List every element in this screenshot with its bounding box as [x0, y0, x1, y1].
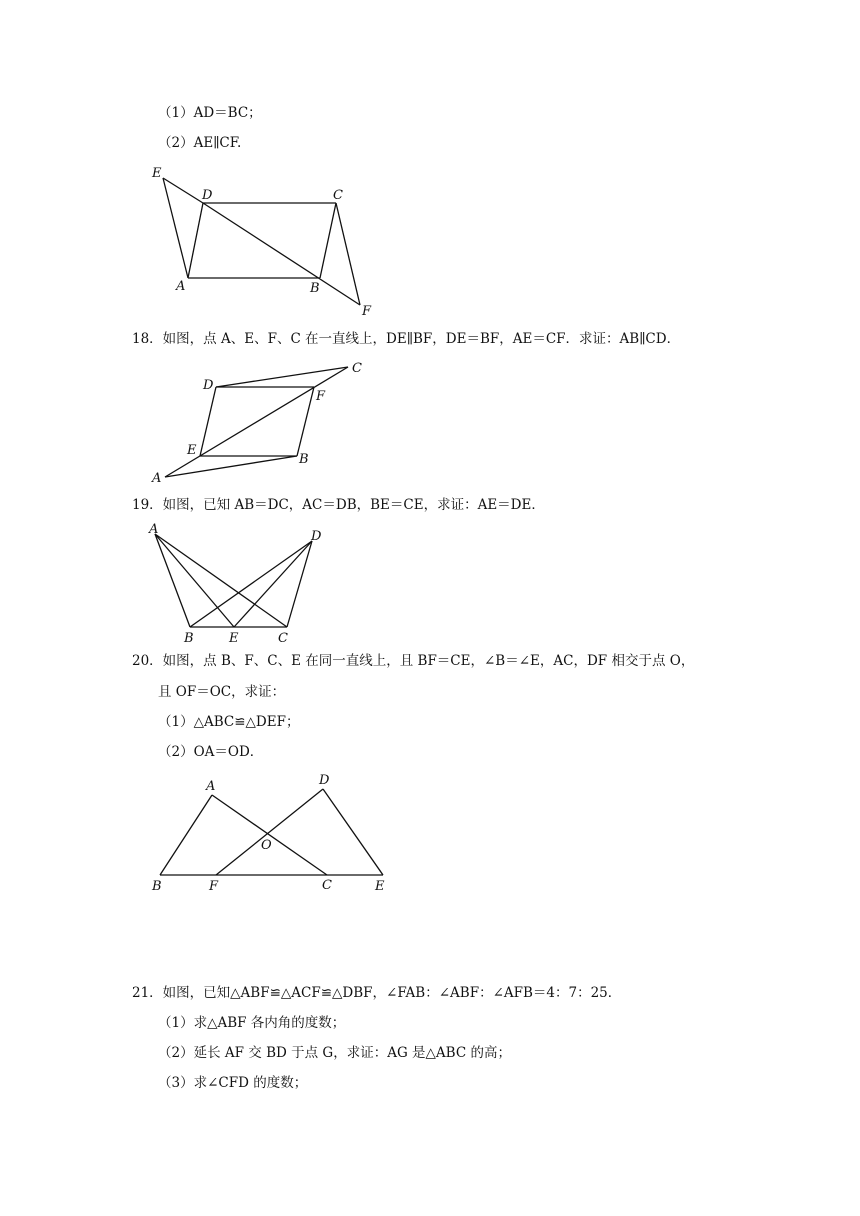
segment-ab — [155, 534, 190, 627]
q21-text: 21．如图，已知△ABF≌△ACF≌△DBF，∠FAB：∠ABF：∠AFB＝4：7：25． — [132, 985, 622, 1001]
q20-item-2: （2）OA＝OD． — [158, 744, 264, 760]
segment-ac — [155, 534, 287, 627]
segment-fb — [297, 387, 314, 456]
segment-df — [203, 203, 360, 305]
label-f: F — [362, 304, 372, 319]
label-b: B — [310, 281, 320, 296]
segment-ad — [188, 203, 203, 278]
label-b: B — [152, 879, 162, 894]
q19-text: 19．如图，已知 AB＝DC，AC＝DB，BE＝CE，求证：AE＝DE． — [132, 497, 545, 513]
label-f: F — [209, 879, 219, 894]
label-d: D — [203, 378, 214, 393]
figure-q18 — [145, 355, 375, 485]
label-e: E — [187, 443, 197, 458]
segment-ac — [165, 367, 348, 477]
segment-fd — [216, 789, 323, 875]
segment-ae — [155, 534, 234, 627]
segment-ac — [212, 795, 327, 875]
label-c: C — [352, 361, 362, 376]
label-e: E — [152, 166, 162, 181]
label-a: A — [149, 522, 159, 537]
segment-ab — [165, 456, 297, 477]
label-a: A — [152, 471, 162, 486]
label-b: B — [299, 452, 309, 467]
label-c: C — [278, 631, 288, 646]
figure-q17 — [140, 160, 400, 320]
q18-text: 18．如图，点 A、E、F、C 在一直线上，DE∥BF，DE＝BF，AE＝CF．求证：AB∥CD． — [132, 331, 681, 347]
label-e: E — [375, 879, 385, 894]
segment-de — [200, 387, 216, 456]
q17-item-2: （2）AE∥CF. — [158, 135, 242, 151]
q21-item-3: （3）求∠CFD 的度数； — [158, 1075, 308, 1091]
segment-de — [234, 541, 312, 627]
label-c: C — [333, 188, 343, 203]
segment-dc — [216, 367, 348, 387]
figure-q19 — [140, 518, 340, 648]
label-b: B — [184, 631, 194, 646]
label-a: A — [176, 279, 186, 294]
segment-ba — [160, 795, 212, 875]
q17-item-1: （1）AD＝BC； — [158, 105, 262, 121]
figure-q20 — [145, 768, 395, 898]
segment-ed — [163, 178, 203, 203]
segment-cf — [336, 203, 360, 305]
segment-de — [323, 789, 383, 875]
q20-item-1: （1）△ABC≌△DEF； — [158, 714, 300, 730]
label-a: A — [206, 779, 216, 794]
segment-cb — [320, 203, 336, 278]
label-e: E — [229, 631, 239, 646]
label-f: F — [316, 389, 326, 404]
q21-item-1: （1）求△ABF 各内角的度数； — [158, 1015, 346, 1031]
q21-item-2: （2）延长 AF 交 BD 于点 G，求证：AG 是△ABC 的高； — [158, 1045, 511, 1061]
label-o: O — [261, 838, 272, 853]
q20-line-2: 且 OF＝OC，求证： — [158, 684, 286, 700]
label-d: D — [202, 188, 213, 203]
segment-ea — [163, 178, 188, 278]
q20-line-1: 20．如图，点 B、F、C、E 在同一直线上，且 BF＝CE，∠B＝∠E，AC，DF 相交于点 O， — [132, 653, 695, 669]
label-d: D — [311, 529, 322, 544]
segment-db — [190, 541, 312, 627]
label-c: C — [322, 878, 332, 893]
label-d: D — [319, 773, 330, 788]
